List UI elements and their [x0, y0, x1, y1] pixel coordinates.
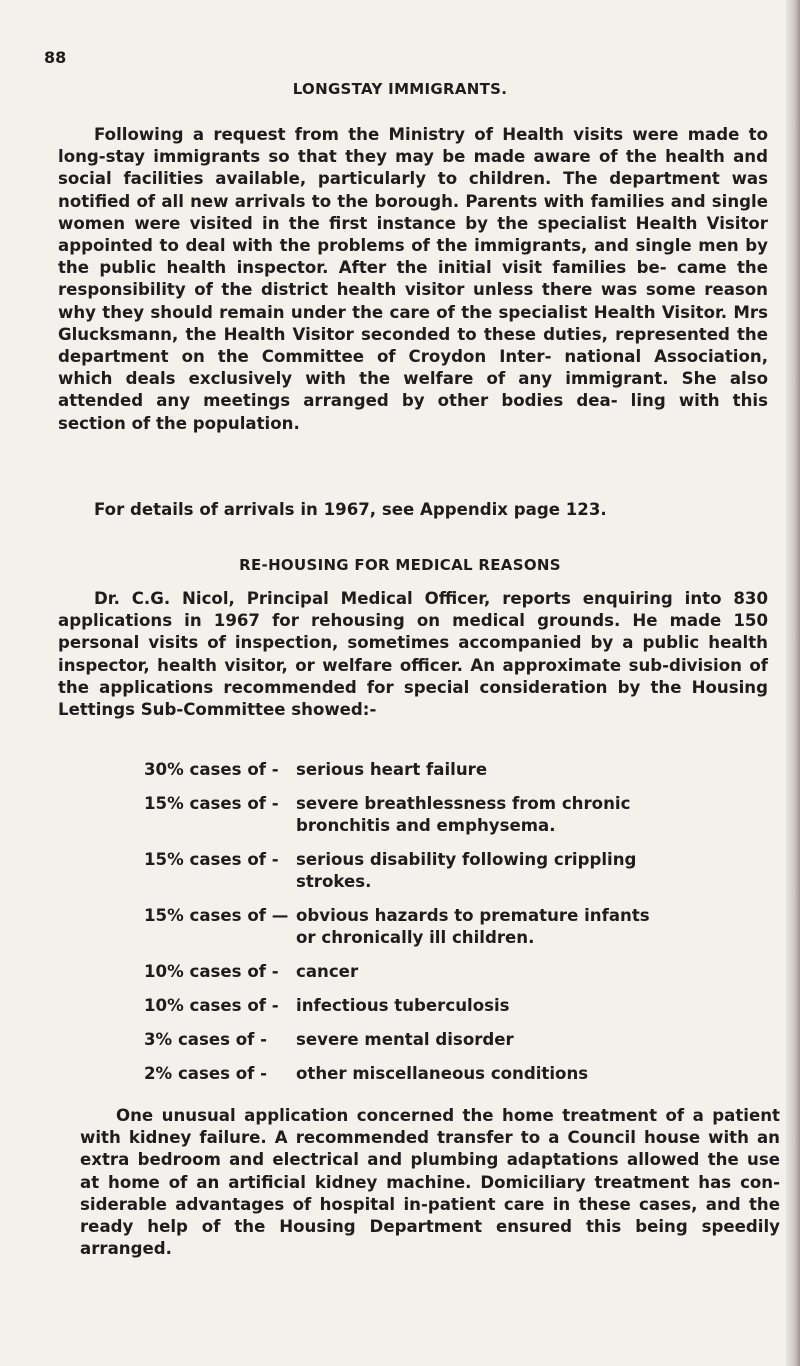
list-item-percentage: 10% cases of -: [144, 962, 279, 981]
kidney-failure-paragraph: One unusual application concerned the home treatment of a patient with kidney failure. A recommended transfer to a Council house with an extra bedroom and electrical and plumbing adaptations allowed the use at home of an artificial kidney machine. Domiciliary treatment has con- siderable advantages of hospital in-patient care in these cases, and the ready help of the Housing Department ensured this being speedily arranged.: [80, 1106, 780, 1259]
list-item-percentage: 10% cases of -: [144, 996, 279, 1015]
list-item-description: serious heart failure: [296, 760, 488, 779]
list-item-description: severe mental disorder: [296, 1030, 514, 1049]
page-edge-shadow: [786, 0, 800, 1366]
list-item-percentage: 15% cases of —: [144, 906, 289, 925]
page-number: 88: [44, 48, 67, 67]
list-item: [144, 793, 704, 837]
medical-conditions-list: [144, 759, 704, 1097]
list-item-description: obvious hazards to premature infants or chronically ill children.: [296, 906, 650, 947]
list-item: [144, 759, 704, 781]
list-item-percentage: 2% cases of -: [144, 1064, 268, 1083]
list-item-percentage: 30% cases of -: [144, 760, 279, 779]
list-item-description: serious disability following crippling strokes.: [296, 850, 637, 891]
rehousing-intro-paragraph: Dr. C.G. Nicol, Principal Medical Officer, reports enquiring into 830 applications in 1967 for rehousing on medical grounds. He made 150 personal visits of inspection, sometimes accompanied by a public health inspector, health visitor, or welfare officer. An approximate sub-division of the applications recommended for special consideration by the Housing Lettings Sub-Committee showed:-: [58, 589, 768, 720]
section-title-longstay-immigrants: LONGSTAY IMMIGRANTS.: [292, 80, 508, 98]
list-item-description: infectious tuberculosis: [296, 996, 510, 1015]
list-item: [144, 961, 704, 983]
list-item-description: cancer: [296, 962, 359, 981]
arrivals-appendix-paragraph: For details of arrivals in 1967, see Appendix page 123.: [94, 500, 607, 519]
list-item: [144, 1029, 704, 1051]
list-item-description: other miscellaneous conditions: [296, 1064, 589, 1083]
list-item: [144, 849, 704, 893]
section-title-rehousing: RE-HOUSING FOR MEDICAL REASONS: [239, 556, 561, 574]
list-item-percentage: 15% cases of -: [144, 850, 279, 869]
list-item: [144, 995, 704, 1017]
list-item: [144, 1063, 704, 1085]
list-item-description: severe breathlessness from chronic bronchitis and emphysema.: [296, 794, 631, 835]
list-item-percentage: 15% cases of -: [144, 794, 279, 813]
longstay-immigrants-paragraph: Following a request from the Ministry of Health visits were made to long-stay immigrants so that they may be made aware of the health and social facilities available, particularly to children. The department was notified of all new arrivals to the borough. Parents with families and single women were visited in the first instance by the specialist Health Visitor appointed to deal with the problems of the immigrants, and single men by the public health inspector. After the initial visit families be- came the responsibility of the district health visitor unless there was some reason why they should remain under the care of the specialist Health Visitor. Mrs Glucksmann, the Health Visitor seconded to these duties, represented the department on the Committee of Croydon Inter- national Association, which deals exclusively with the welfare of any immigrant. She also attended any meetings arranged by other bodies dea- ling with this section of the population.: [58, 125, 768, 433]
list-item-percentage: 3% cases of -: [144, 1030, 268, 1049]
list-item: [144, 905, 704, 949]
